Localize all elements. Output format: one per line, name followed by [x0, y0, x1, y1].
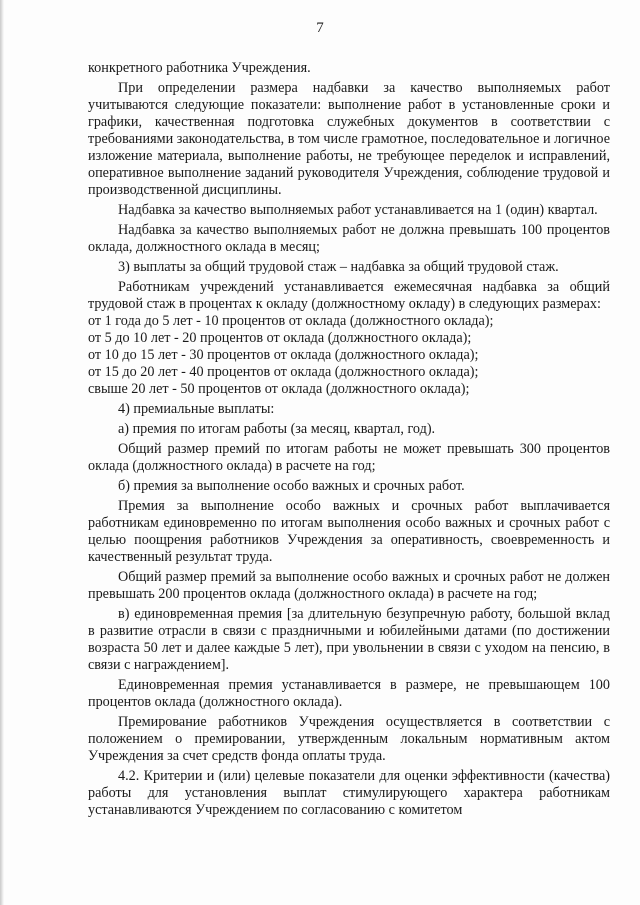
paragraph: 4) премиальные выплаты:	[118, 401, 275, 417]
paragraph: Премия за выполнение особо важных и срочных работ выплачивается работникам единовременно по итогам выполнения особо важных и срочных работ с целью поощрения работников Учреждения за оперативность, своевременность и качественный результат труда.	[88, 498, 610, 565]
paragraph: 3) выплаты за общий трудовой стаж – надбавка за общий трудовой стаж.	[118, 259, 559, 275]
list-item: свыше 20 лет - 50 процентов от оклада (должностного оклада);	[88, 381, 470, 397]
paragraph: Единовременная премия устанавливается в размере, не превышающем 100 процентов оклада (должностного оклада).	[88, 677, 610, 710]
list-item: от 1 года до 5 лет - 10 процентов от оклада (должностного оклада);	[88, 313, 494, 329]
paragraph: Надбавка за качество выполняемых работ устанавливается на 1 (один) квартал.	[118, 202, 598, 218]
paragraph: 4.2. Критерии и (или) целевые показатели для оценки эффективности (качества) работы для установления выплат стимулирующего характера работникам устанавливаются Учреждением по согласованию с комитетом	[88, 768, 610, 818]
paragraph: в) единовременная премия [за длительную безупречную работу, большой вклад в развитие отрасли в связи с праздничными и юбилейными датами (по достижении возраста 50 лет и далее каждые 5 лет), при увольнении в связи с уходом на пенсию, в связи с награждением].	[88, 606, 610, 673]
paragraph: Общий размер премий за выполнение особо важных и срочных работ не должен превышать 200 процентов оклада (должностного оклада) в расчете на год;	[88, 569, 610, 602]
paragraph: Работникам учреждений устанавливается ежемесячная надбавка за общий трудовой стаж в процентах к окладу (должностному окладу) в следующих размерах:	[88, 279, 610, 312]
paragraph: а) премия по итогам работы (за месяц, квартал, год).	[118, 421, 436, 437]
paragraph: конкретного работника Учреждения.	[88, 60, 311, 76]
document-body	[88, 60, 610, 822]
paragraph: При определении размера надбавки за качество выполняемых работ учитываются следующие показатели: выполнение работ в установленные сроки и графики, качественная подготовка служебных документов в соответствии с требованиями законодательства, в том числе грамотное, последовательное и логичное изложение материала, выполнение работы, не требующее переделок и исправлений, оперативное выполнение заданий руководителя Учреждения, соблюдение трудовой и производственной дисциплины.	[88, 80, 610, 198]
paragraph: б) премия за выполнение особо важных и срочных работ.	[118, 478, 465, 494]
scan-edge	[0, 0, 4, 905]
paragraph: Общий размер премий по итогам работы не может превышать 300 процентов оклада (должностного оклада) в расчете на год;	[88, 441, 610, 474]
list-item: от 15 до 20 лет - 40 процентов от оклада (должностного оклада);	[88, 364, 479, 380]
list-item: от 5 до 10 лет - 20 процентов от оклада (должностного оклада);	[88, 330, 472, 346]
page-number: 7	[316, 20, 324, 36]
paragraph: Премирование работников Учреждения осуществляется в соответствии с положением о премировании, утвержденным локальным нормативным актом Учреждения за счет средств фонда оплаты труда.	[88, 714, 610, 764]
list-item: от 10 до 15 лет - 30 процентов от оклада (должностного оклада);	[88, 347, 479, 363]
paragraph: Надбавка за качество выполняемых работ не должна превышать 100 процентов оклада, должностного оклада в месяц;	[88, 222, 610, 255]
